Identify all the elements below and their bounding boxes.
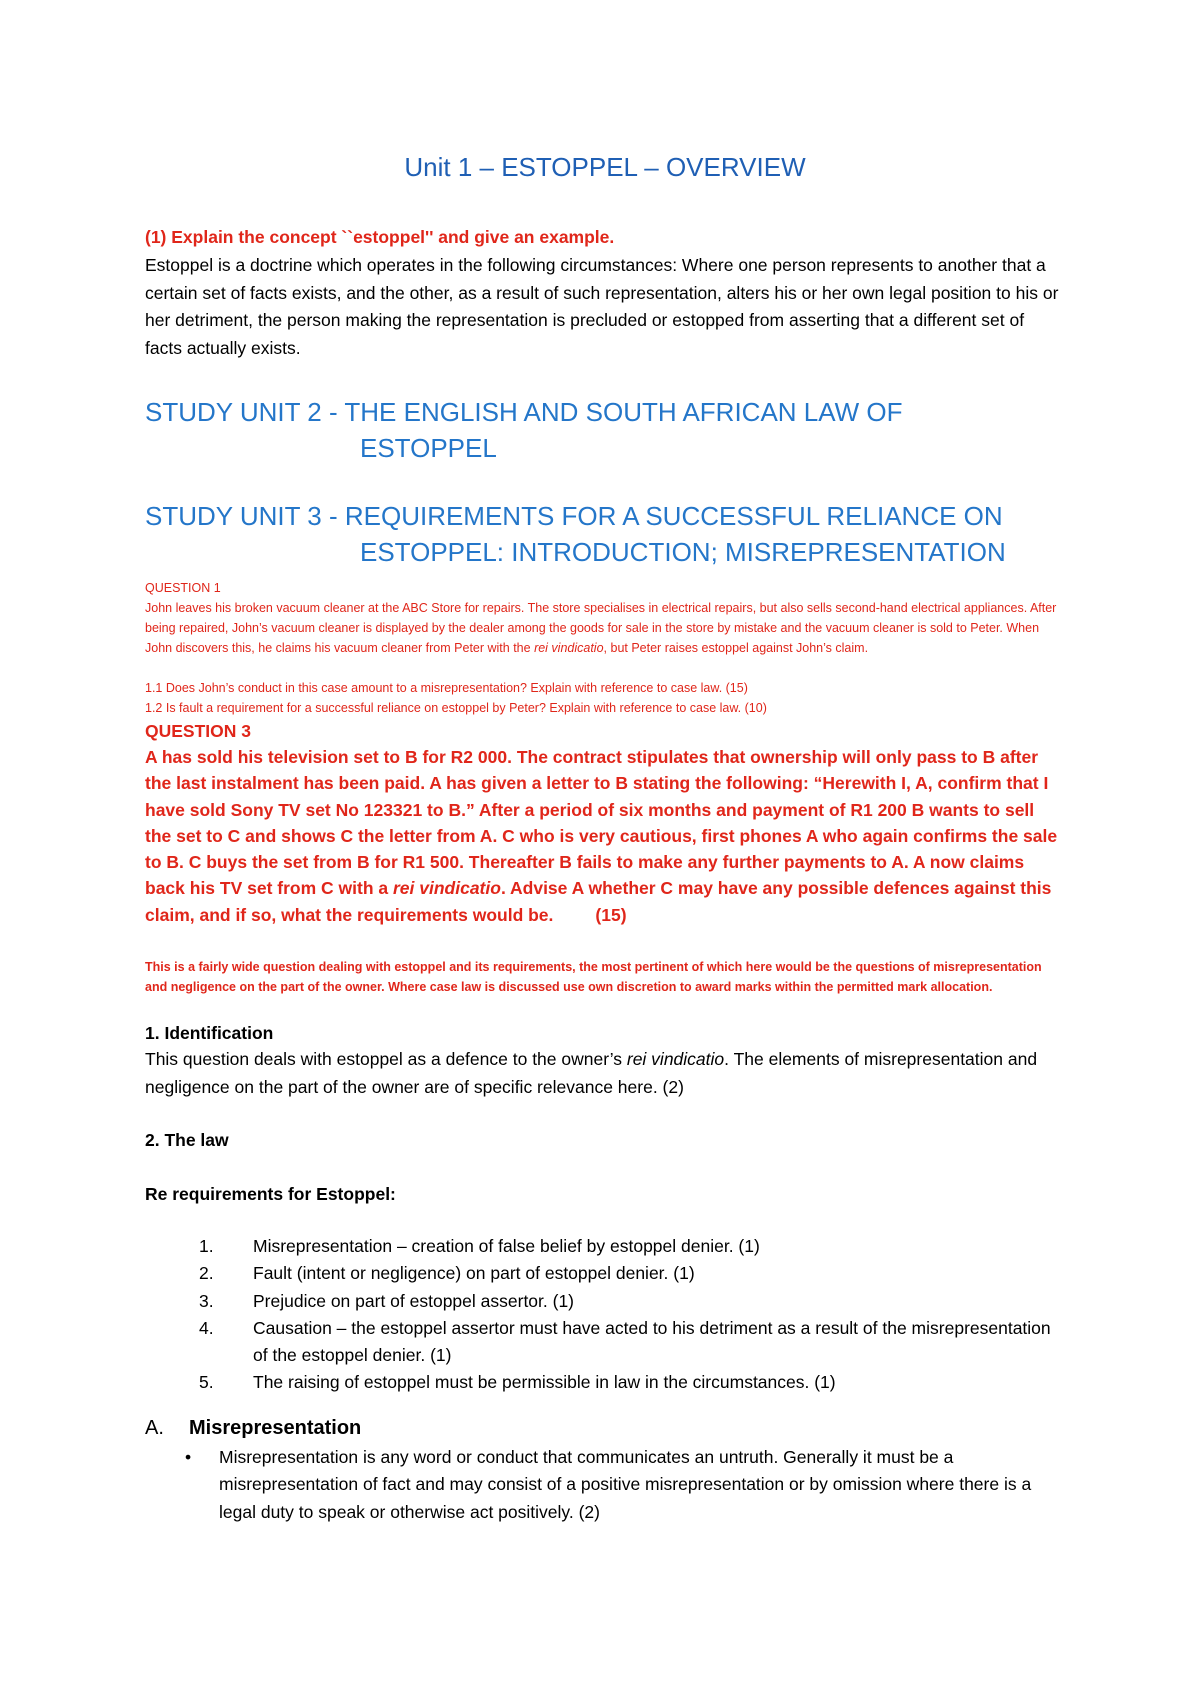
question-1-text-italic: rei vindicatio <box>534 641 604 655</box>
list-item-text: Misrepresentation – creation of false belief by estoppel denier. (1) <box>253 1236 760 1256</box>
study-unit-3-line1: STUDY UNIT 3 - REQUIREMENTS FOR A SUCCESSFUL RELIANCE ON <box>145 501 1003 531</box>
misrepresentation-title: Misrepresentation <box>189 1417 362 1439</box>
list-item-text: Fault (intent or negligence) on part of estoppel denier. (1) <box>253 1263 695 1284</box>
estoppel-definition: Estoppel is a doctrine which operates in the following circumstances: Where one person represents to another that a certain set of facts exists, and the other, as a result of such representation, alters his or her own legal position to his or her detriment, the person making the representation is precluded or estopped from asserting that a different set of facts actually exists. <box>145 255 1059 358</box>
identification-text-after: . The elements of misrepresentation and negligence on the part of the owner are of specific relevance here. (2) <box>145 1049 1038 1097</box>
question-1-1: 1.1 Does John’s conduct in this case amount to a misrepresentation? Explain with reference to case law. (15) <box>145 681 748 695</box>
question-3-text-before: A has sold his television set to B for R2 000. The contract stipulates that ownership will only pass to B after the last instalment has been paid. A has given a letter to B stating the following: “Herewith I, A, confirm that I have sold Sony TV set No 123321 to B.” After a period of six months and payment of R1 200 B wants to sell the set to C and shows C the letter from A. C who is very cautious, first phones A who again confirms the sale to B. C buys the set from B for R1 500. Thereafter B fails to make any further payments to A. A now claims back his TV set from C with a <box>145 747 1058 899</box>
study-unit-2-heading <box>145 394 1065 466</box>
list-item-number: 5. <box>199 1372 214 1393</box>
unit1-title: Unit 1 – ESTOPPEL – OVERVIEW <box>404 152 806 182</box>
requirements-list <box>145 1233 1065 1397</box>
identification-heading: 1. Identification <box>145 1023 274 1043</box>
requirements-heading: Re requirements for Estoppel: <box>145 1184 396 1204</box>
law-heading: 2. The law <box>145 1130 229 1150</box>
bullet-icon: • <box>185 1447 192 1467</box>
question-3-marks: (15) <box>595 904 627 925</box>
question-3-text-after: . Advise A whether C may have any possible defences against this claim, and if so, what the requirements would be. <box>145 878 1052 925</box>
question-1-label: QUESTION 1 <box>145 581 221 595</box>
question-1-heading: (1) Explain the concept ``estoppel'' and give an example. <box>145 227 615 247</box>
list-item-number: 2. <box>199 1263 214 1284</box>
list-item <box>145 1315 1065 1370</box>
list-item <box>145 1288 1065 1315</box>
list-item <box>145 1260 1065 1287</box>
list-item-text: Causation – the estoppel assertor must have acted to his detriment as a result of the misrepresentation of the estoppel denier. (1) <box>253 1317 1051 1366</box>
question-3-label: QUESTION 3 <box>145 721 251 741</box>
list-item <box>145 1233 1065 1260</box>
misrepresentation-text: Misrepresentation is any word or conduct that communicates an untruth. Generally it must be a misrepresentation of fact and may consist of a positive misrepresentation or by omission where there is a legal duty to speak or otherwise act positively. (2) <box>219 1447 1032 1522</box>
list-item-number: 4. <box>199 1317 214 1338</box>
study-unit-2-line1: STUDY UNIT 2 - THE ENGLISH AND SOUTH AFRICAN LAW OF <box>145 397 903 427</box>
identification-text-before: This question deals with estoppel as a defence to the owner’s <box>145 1049 627 1069</box>
question-1-text <box>145 598 1065 658</box>
list-item-text: The raising of estoppel must be permissible in law in the circumstances. (1) <box>253 1372 836 1393</box>
question-1-2: 1.2 Is fault a requirement for a successful reliance on estoppel by Peter? Explain with reference to case law. (10) <box>145 701 767 715</box>
list-item-number: 1. <box>199 1236 214 1256</box>
misrepresentation-letter: A. <box>145 1417 164 1439</box>
study-unit-2-line2: ESTOPPEL <box>360 433 497 463</box>
question-1-text-before: John leaves his broken vacuum cleaner at the ABC Store for repairs. The store specialises in electrical repairs, but also sells second-hand electrical appliances. After being repaired, John’s vacuum cleaner is displayed by the dealer among the goods for sale in the store by mistake and the vacuum cleaner is sold to Peter. When John discovers this, he claims his vacuum cleaner from Peter with the <box>145 601 1057 655</box>
identification-text <box>145 1046 1065 1101</box>
list-item <box>145 1369 1065 1396</box>
list-item-number: 3. <box>199 1290 214 1311</box>
study-unit-3-line2: ESTOPPEL: INTRODUCTION; MISREPRESENTATION <box>360 537 1006 567</box>
study-unit-3-heading <box>145 498 1065 570</box>
question-3-text <box>145 744 1065 928</box>
question-1-text-after: , but Peter raises estoppel against John’s claim. <box>603 641 869 655</box>
list-item-text: Prejudice on part of estoppel assertor. (1) <box>253 1290 575 1311</box>
memo-note: This is a fairly wide question dealing with estoppel and its requirements, the most pertinent of which here would be the questions of misrepresentation and negligence on the part of the owner. Where case law is discussed use own discretion to award marks within the permitted mark allocation. <box>145 960 1042 994</box>
misrepresentation-heading <box>145 1414 1065 1442</box>
identification-text-italic: rei vindicatio <box>626 1049 725 1069</box>
question-3-text-italic: rei vindicatio <box>392 878 501 899</box>
